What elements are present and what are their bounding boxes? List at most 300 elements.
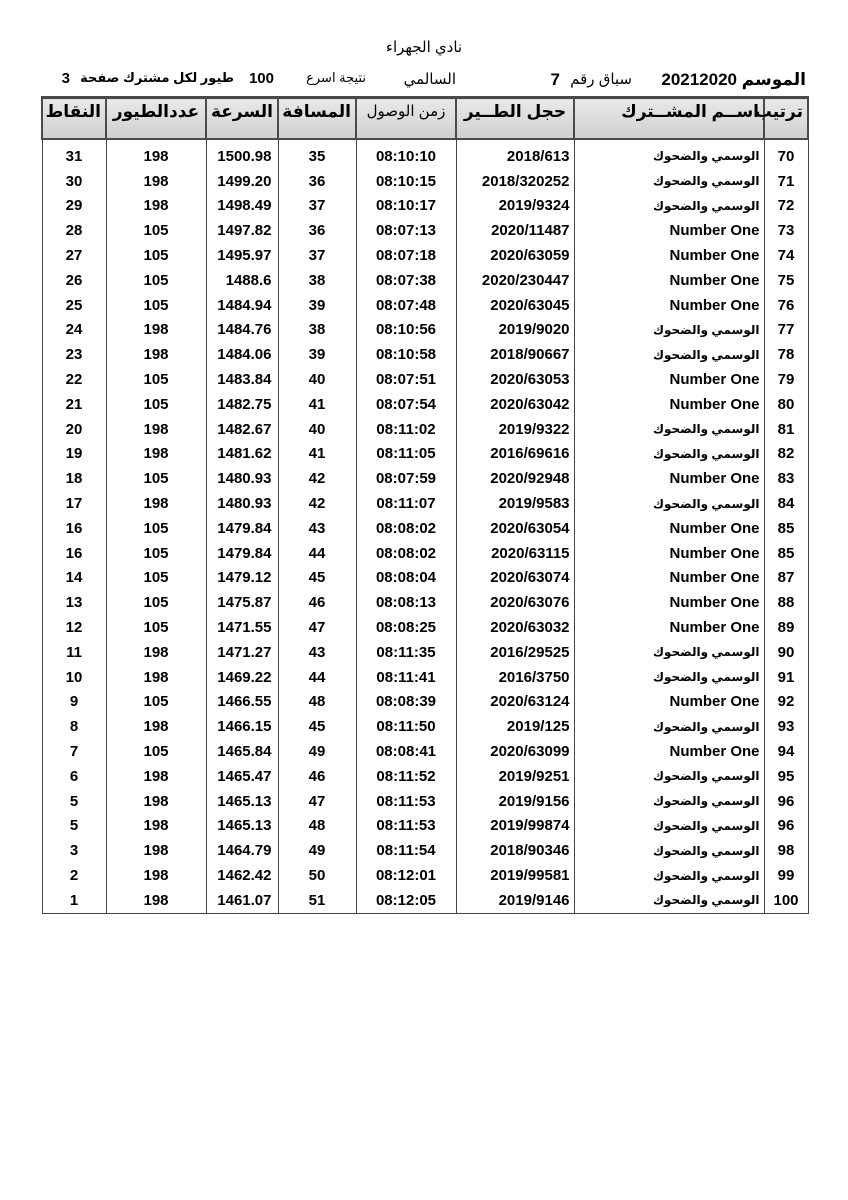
rank-cell: 74 [764,243,808,268]
ring-cell: 2020/63059 [456,243,574,268]
distance-cell: 47 [278,789,356,814]
result-label: نتيجة اسرع [306,70,366,85]
race-number: 7 [550,70,560,89]
table-row [42,615,808,640]
header-birds: عددالطيور [106,98,206,140]
season-value: 20212020 [661,70,737,89]
points-cell: 11 [42,640,106,665]
rank-cell: 99 [764,863,808,888]
rank-cell: 80 [764,392,808,417]
ring-cell: 2020/63124 [456,690,574,715]
participant-cell: Number One [574,615,764,640]
participant-cell: الوسمي والضحوك [574,169,764,194]
arrival-time-cell: 08:11:05 [356,442,456,467]
points-cell: 3 [42,838,106,863]
speed-cell: 1480.93 [206,491,278,516]
distance-cell: 45 [278,714,356,739]
distance-cell: 42 [278,491,356,516]
ring-cell: 2018/613 [456,144,574,169]
table-row [42,789,808,814]
participant-cell: الوسمي والضحوك [574,318,764,343]
distance-cell: 40 [278,367,356,392]
ring-cell: 2019/125 [456,714,574,739]
birds-count-cell: 105 [106,690,206,715]
header-points: النقاط [42,98,106,140]
birds-count-cell: 198 [106,342,206,367]
table-row [42,665,808,690]
speed-cell: 1466.55 [206,690,278,715]
arrival-time-cell: 08:08:02 [356,516,456,541]
table-row [42,442,808,467]
arrival-time-cell: 08:11:53 [356,814,456,839]
arrival-time-cell: 08:08:02 [356,541,456,566]
speed-cell: 1500.98 [206,144,278,169]
table-row [42,590,808,615]
birds-count-cell: 105 [106,268,206,293]
speed-cell: 1479.84 [206,541,278,566]
participant-cell: الوسمي والضحوك [574,640,764,665]
rank-cell: 84 [764,491,808,516]
header-distance: المسافة [278,98,356,140]
birds-count-cell: 198 [106,764,206,789]
table-row [42,417,808,442]
ring-cell: 2018/90346 [456,838,574,863]
rank-cell: 100 [764,888,808,913]
arrival-time-cell: 08:08:04 [356,566,456,591]
birds-count-cell: 198 [106,814,206,839]
birds-count-cell: 105 [106,392,206,417]
arrival-time-cell: 08:11:07 [356,491,456,516]
rank-cell: 83 [764,466,808,491]
ring-cell: 2020/63054 [456,516,574,541]
participant-cell: الوسمي والضحوك [574,838,764,863]
table-row [42,714,808,739]
ring-cell: 2020/63115 [456,541,574,566]
points-cell: 18 [42,466,106,491]
points-cell: 30 [42,169,106,194]
table-row [42,342,808,367]
result-count: 100 [248,70,274,87]
ring-cell: 2018/90667 [456,342,574,367]
speed-cell: 1475.87 [206,590,278,615]
birds-count-cell: 105 [106,590,206,615]
distance-cell: 47 [278,615,356,640]
birds-count-cell: 105 [106,739,206,764]
birds-count-cell: 198 [106,640,206,665]
arrival-time-cell: 08:10:15 [356,169,456,194]
speed-cell: 1466.15 [206,714,278,739]
distance-cell: 41 [278,442,356,467]
distance-cell: 44 [278,541,356,566]
ring-cell: 2019/9146 [456,888,574,913]
table-row [42,863,808,888]
speed-cell: 1461.07 [206,888,278,913]
birds-count-cell: 198 [106,144,206,169]
points-cell: 22 [42,367,106,392]
rank-cell: 95 [764,764,808,789]
table-row [42,392,808,417]
arrival-time-cell: 08:10:56 [356,318,456,343]
distance-cell: 50 [278,863,356,888]
points-cell: 10 [42,665,106,690]
speed-cell: 1465.47 [206,764,278,789]
participant-cell: الوسمي والضحوك [574,665,764,690]
rank-cell: 71 [764,169,808,194]
table-row [42,144,808,169]
distance-cell: 48 [278,814,356,839]
participant-cell: Number One [574,293,764,318]
speed-cell: 1462.42 [206,863,278,888]
arrival-time-cell: 08:07:13 [356,218,456,243]
rank-cell: 92 [764,690,808,715]
points-cell: 1 [42,888,106,913]
race-label: سباق رقم [570,71,632,88]
participant-cell: Number One [574,690,764,715]
table-row [42,243,808,268]
participant-cell: الوسمي والضحوك [574,442,764,467]
ring-cell: 2019/99874 [456,814,574,839]
participant-cell: Number One [574,218,764,243]
table-row [42,169,808,194]
ring-cell: 2020/230447 [456,268,574,293]
arrival-time-cell: 08:10:17 [356,194,456,219]
speed-cell: 1464.79 [206,838,278,863]
speed-cell: 1480.93 [206,466,278,491]
points-cell: 13 [42,590,106,615]
speed-cell: 1482.67 [206,417,278,442]
arrival-time-cell: 08:07:48 [356,293,456,318]
rank-cell: 98 [764,838,808,863]
participant-cell: Number One [574,590,764,615]
participant-cell: Number One [574,466,764,491]
participant-cell: Number One [574,516,764,541]
header-speed: السرعة [206,98,278,140]
birds-count-cell: 105 [106,293,206,318]
speed-cell: 1469.22 [206,665,278,690]
arrival-time-cell: 08:08:41 [356,739,456,764]
birds-count-cell: 198 [106,194,206,219]
distance-cell: 49 [278,838,356,863]
page-number: 3 [61,70,70,87]
birds-count-cell: 198 [106,417,206,442]
birds-count-cell: 105 [106,516,206,541]
points-cell: 27 [42,243,106,268]
table-row [42,566,808,591]
participant-cell: الوسمي والضحوك [574,814,764,839]
rank-cell: 78 [764,342,808,367]
distance-cell: 43 [278,516,356,541]
table-row [42,640,808,665]
points-cell: 16 [42,516,106,541]
distance-cell: 49 [278,739,356,764]
ring-cell: 2019/99581 [456,863,574,888]
speed-cell: 1471.55 [206,615,278,640]
distance-cell: 39 [278,342,356,367]
ring-cell: 2020/63032 [456,615,574,640]
arrival-time-cell: 08:07:54 [356,392,456,417]
table-row [42,690,808,715]
points-cell: 19 [42,442,106,467]
table-row [42,218,808,243]
participant-cell: الوسمي والضحوك [574,144,764,169]
points-cell: 16 [42,541,106,566]
points-cell: 31 [42,144,106,169]
table-row [42,194,808,219]
distance-cell: 51 [278,888,356,913]
participant-cell: Number One [574,392,764,417]
table-row [42,838,808,863]
rank-cell: 79 [764,367,808,392]
arrival-time-cell: 08:07:59 [356,466,456,491]
speed-cell: 1499.20 [206,169,278,194]
table-row [42,764,808,789]
header-rank: ترتيب [764,98,808,140]
rank-cell: 81 [764,417,808,442]
arrival-time-cell: 08:11:50 [356,714,456,739]
speed-cell: 1484.94 [206,293,278,318]
arrival-time-cell: 08:11:41 [356,665,456,690]
distance-cell: 40 [278,417,356,442]
arrival-time-cell: 08:10:58 [356,342,456,367]
ring-cell: 2020/63053 [456,367,574,392]
points-cell: 20 [42,417,106,442]
table-row [42,888,808,913]
rank-cell: 96 [764,814,808,839]
distance-cell: 45 [278,566,356,591]
ring-cell: 2019/9322 [456,417,574,442]
participant-cell: Number One [574,367,764,392]
points-cell: 21 [42,392,106,417]
arrival-time-cell: 08:07:38 [356,268,456,293]
table-header-row [42,98,808,140]
speed-cell: 1484.76 [206,318,278,343]
ring-cell: 2019/9324 [456,194,574,219]
speed-cell: 1479.84 [206,516,278,541]
participant-cell: الوسمي والضحوك [574,342,764,367]
ring-cell: 2020/92948 [456,466,574,491]
birds-count-cell: 105 [106,566,206,591]
birds-count-cell: 198 [106,318,206,343]
participant-cell: الوسمي والضحوك [574,417,764,442]
participant-cell: Number One [574,566,764,591]
speed-cell: 1488.6 [206,268,278,293]
distance-cell: 35 [278,144,356,169]
participant-cell: Number One [574,268,764,293]
birds-per-member-label: طيور لكل مشترك صفحة [80,70,234,85]
rank-cell: 82 [764,442,808,467]
participant-cell: الوسمي والضحوك [574,888,764,913]
rank-cell: 85 [764,541,808,566]
birds-count-cell: 105 [106,243,206,268]
table-row [42,466,808,491]
participant-cell: Number One [574,243,764,268]
distance-cell: 38 [278,268,356,293]
rank-cell: 94 [764,739,808,764]
table-row [42,516,808,541]
rank-cell: 89 [764,615,808,640]
birds-count-cell: 198 [106,442,206,467]
rank-cell: 72 [764,194,808,219]
distance-cell: 41 [278,392,356,417]
points-cell: 6 [42,764,106,789]
speed-cell: 1483.84 [206,367,278,392]
speed-cell: 1497.82 [206,218,278,243]
arrival-time-cell: 08:11:54 [356,838,456,863]
distance-cell: 46 [278,764,356,789]
participant-cell: الوسمي والضحوك [574,789,764,814]
table-row [42,318,808,343]
distance-cell: 36 [278,169,356,194]
participant-cell: Number One [574,739,764,764]
points-cell: 12 [42,615,106,640]
points-cell: 26 [42,268,106,293]
table-row [42,814,808,839]
arrival-time-cell: 08:07:18 [356,243,456,268]
rank-cell: 88 [764,590,808,615]
arrival-time-cell: 08:07:51 [356,367,456,392]
arrival-time-cell: 08:08:13 [356,590,456,615]
speed-cell: 1465.84 [206,739,278,764]
ring-cell: 2018/320252 [456,169,574,194]
arrival-time-cell: 08:11:53 [356,789,456,814]
ring-cell: 2020/63076 [456,590,574,615]
points-cell: 5 [42,789,106,814]
rank-cell: 87 [764,566,808,591]
birds-count-cell: 198 [106,665,206,690]
arrival-time-cell: 08:11:52 [356,764,456,789]
birds-count-cell: 198 [106,491,206,516]
points-cell: 2 [42,863,106,888]
participant-cell: الوسمي والضحوك [574,491,764,516]
ring-cell: 2020/63045 [456,293,574,318]
header-ring: حجل الطــير [456,98,574,140]
ring-cell: 2019/9251 [456,764,574,789]
points-cell: 9 [42,690,106,715]
rank-cell: 73 [764,218,808,243]
arrival-time-cell: 08:08:25 [356,615,456,640]
distance-cell: 36 [278,218,356,243]
table-row [42,491,808,516]
speed-cell: 1481.62 [206,442,278,467]
table-row [42,739,808,764]
speed-cell: 1465.13 [206,814,278,839]
birds-count-cell: 198 [106,169,206,194]
distance-cell: 39 [278,293,356,318]
rank-cell: 70 [764,144,808,169]
birds-count-cell: 105 [106,218,206,243]
ring-cell: 2019/9020 [456,318,574,343]
rank-cell: 77 [764,318,808,343]
participant-cell: الوسمي والضحوك [574,714,764,739]
points-cell: 28 [42,218,106,243]
race-info-line [40,70,806,92]
ring-cell: 2019/9583 [456,491,574,516]
rank-cell: 85 [764,516,808,541]
points-cell: 14 [42,566,106,591]
ring-cell: 2019/9156 [456,789,574,814]
points-cell: 23 [42,342,106,367]
points-cell: 25 [42,293,106,318]
header-arrival-time: زمن الوصول [356,98,456,140]
distance-cell: 37 [278,243,356,268]
ring-cell: 2020/63074 [456,566,574,591]
birds-count-cell: 105 [106,541,206,566]
rank-cell: 76 [764,293,808,318]
rank-cell: 90 [764,640,808,665]
speed-cell: 1498.49 [206,194,278,219]
ring-cell: 2020/63099 [456,739,574,764]
ring-cell: 2020/63042 [456,392,574,417]
speed-cell: 1482.75 [206,392,278,417]
rank-cell: 93 [764,714,808,739]
distance-cell: 46 [278,590,356,615]
points-cell: 29 [42,194,106,219]
participant-cell: الوسمي والضحوك [574,194,764,219]
speed-cell: 1465.13 [206,789,278,814]
speed-cell: 1495.97 [206,243,278,268]
points-cell: 7 [42,739,106,764]
header-participant: اســم المشــترك [574,98,764,140]
rank-cell: 75 [764,268,808,293]
birds-count-cell: 105 [106,615,206,640]
ring-cell: 2016/69616 [456,442,574,467]
results-table [41,96,809,914]
birds-count-cell: 198 [106,714,206,739]
participant-cell: الوسمي والضحوك [574,764,764,789]
arrival-time-cell: 08:08:39 [356,690,456,715]
ring-cell: 2016/3750 [456,665,574,690]
points-cell: 5 [42,814,106,839]
participant-cell: Number One [574,541,764,566]
arrival-time-cell: 08:10:10 [356,144,456,169]
participant-cell: الوسمي والضحوك [574,863,764,888]
birds-count-cell: 198 [106,888,206,913]
speed-cell: 1484.06 [206,342,278,367]
birds-count-cell: 105 [106,466,206,491]
season-label: الموسم [741,70,806,89]
distance-cell: 42 [278,466,356,491]
points-cell: 17 [42,491,106,516]
table-row [42,541,808,566]
distance-cell: 44 [278,665,356,690]
club-title: نادي الجهراء [385,39,463,56]
points-cell: 8 [42,714,106,739]
speed-cell: 1479.12 [206,566,278,591]
rank-cell: 96 [764,789,808,814]
birds-count-cell: 198 [106,838,206,863]
ring-cell: 2020/11487 [456,218,574,243]
race-location: السالمي [403,71,456,88]
birds-count-cell: 105 [106,367,206,392]
ring-cell: 2016/29525 [456,640,574,665]
points-cell: 24 [42,318,106,343]
table-row [42,293,808,318]
distance-cell: 38 [278,318,356,343]
speed-cell: 1471.27 [206,640,278,665]
distance-cell: 43 [278,640,356,665]
distance-cell: 37 [278,194,356,219]
table-row [42,367,808,392]
table-row [42,268,808,293]
distance-cell: 48 [278,690,356,715]
arrival-time-cell: 08:12:05 [356,888,456,913]
arrival-time-cell: 08:11:35 [356,640,456,665]
arrival-time-cell: 08:12:01 [356,863,456,888]
rank-cell: 91 [764,665,808,690]
arrival-time-cell: 08:11:02 [356,417,456,442]
birds-count-cell: 198 [106,789,206,814]
birds-count-cell: 198 [106,863,206,888]
